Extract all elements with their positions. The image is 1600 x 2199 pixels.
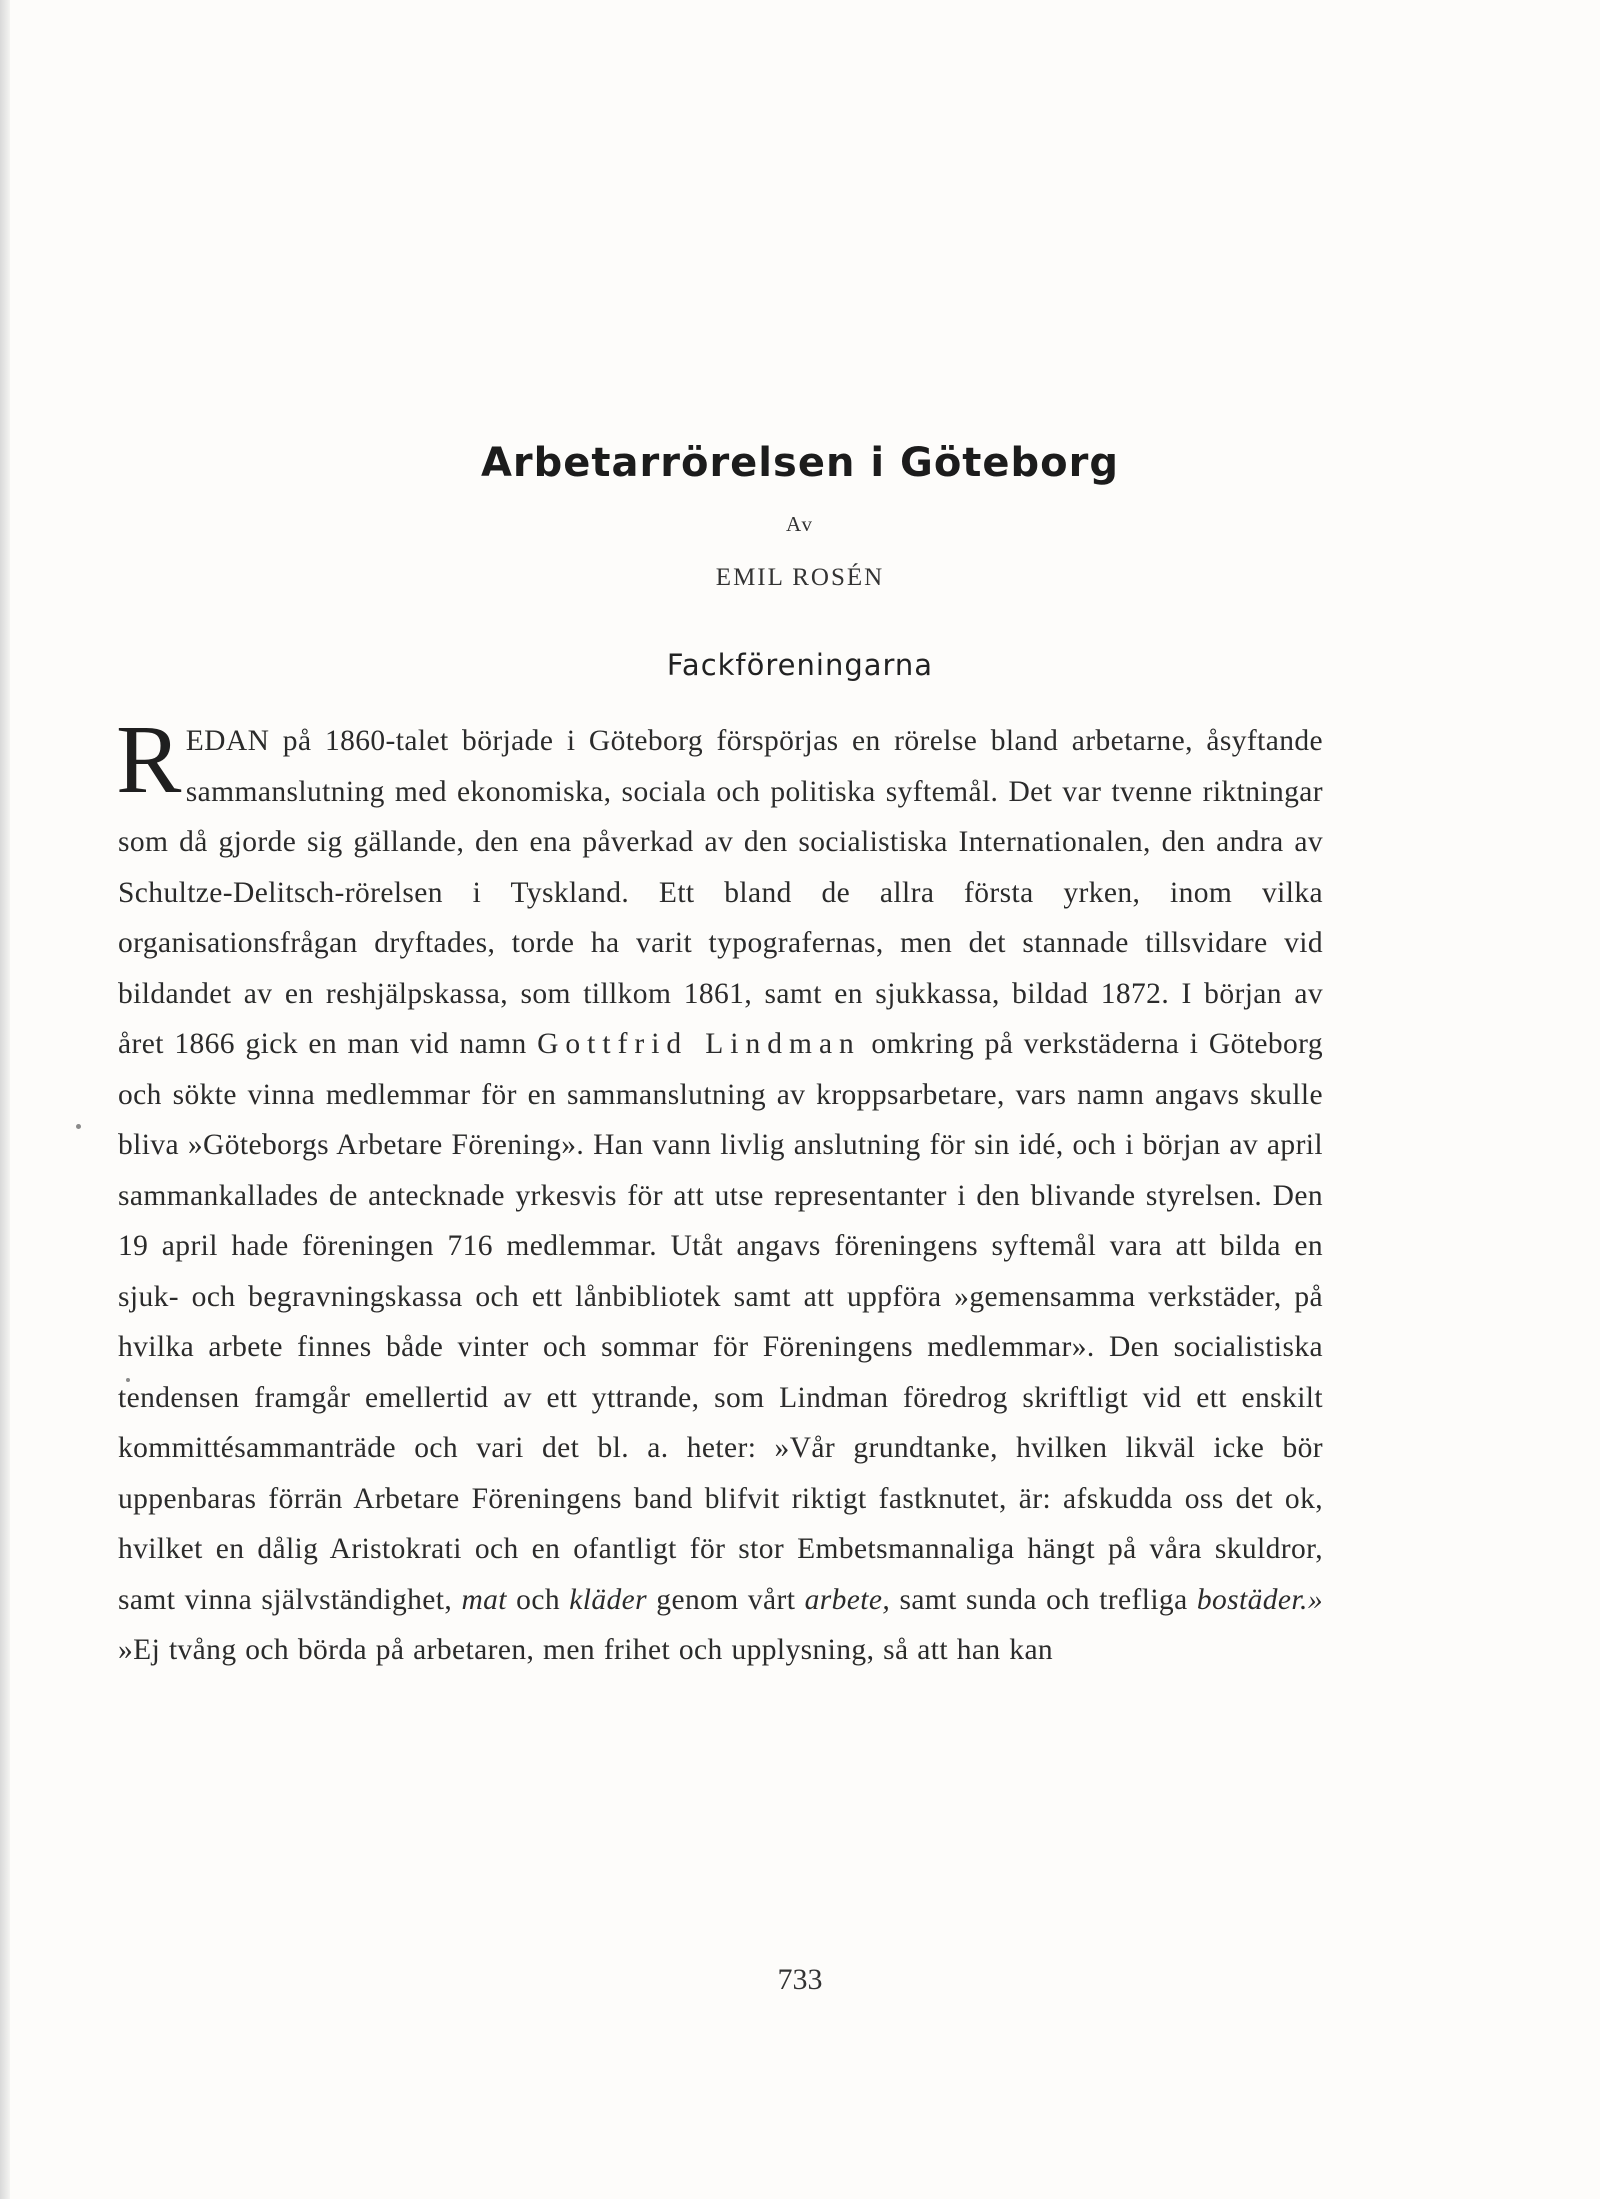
- section-heading: Fackföreningarna: [666, 648, 934, 682]
- drop-cap: R: [116, 706, 182, 814]
- body-text-part-3: »Ej tvång och börda på arbetaren, men frihet och upplysning, så att han kan: [118, 1634, 1054, 1666]
- italic-word-klader: kläder: [569, 1583, 648, 1616]
- italic-word-bostader: bostäder.»: [1196, 1583, 1323, 1616]
- spaced-name: Gottfrid Lindman: [537, 1028, 861, 1060]
- page-number: 733: [777, 1963, 823, 1996]
- scan-speck: [76, 1124, 81, 1129]
- body-words-samt: samt sunda och trefliga: [899, 1583, 1188, 1616]
- body-word-och: och: [516, 1583, 560, 1616]
- author-name: EMIL ROSÉN: [715, 564, 885, 591]
- body-text: [116, 706, 1324, 1676]
- body-text-part-1: EDAN på 1860-talet började i Göteborg förspörjas en rörelse bland arbetarne, åsyftande sammanslutning med ekonomiska, sociala och politiska syftemål. Det var tvenne riktningar som då gjorde sig gällande, den ena påverkad av den socialistiska Internationalen, den andra av Schultze-Delitsch-rörelsen i Tyskland. Ett bland de allra första yrken, inom vilka organisationsfrågan dryftades, torde ha varit typografernas, men det stannade tillsvidare vid bildandet av en reshjälpskassa, som tillkom 1861, samt en sjukkassa, bildad 1872. I början av året 1866 gick en man vid namn: [118, 725, 1323, 1060]
- italic-word-arbete: arbete,: [804, 1583, 891, 1616]
- article-title: Arbetarrörelsen i Göteborg: [480, 440, 1120, 486]
- byline: Av: [785, 512, 815, 536]
- body-text-part-2: omkring på verkstäderna i Göteborg och sökte vinna medlemmar för en sammanslutning av kroppsarbetare, vars namn angavs skulle bliva »Göteborgs Arbetare Förening». Han vann livlig anslutning för sin idé, och i början av april sammankallades de antecknade yrkesvis för att utse representanter i den blivande styrelsen. Den 19 april hade föreningen 716 medlemmar. Utåt angavs föreningens syftemål vara att bilda en sjuk- och begravningskassa och ett lånbibliotek samt att uppföra »gemensamma verkstäder, på hvilka arbete finnes både vinter och sommar för Föreningens medlemmar». Den socialistiska tendensen framgår emellertid av ett yttrande, som Lindman föredrog skriftligt vid ett enskilt kommittésammanträde och vari det bl. a. heter: »Vår grundtanke, hvilken likväl icke bör uppenbaras förrän Arbetare Föreningens band blifvit riktigt fastknutet, är: afskudda oss det ok, hvilket en dålig Aristokrati och en ofantligt för stor Embetsmannaliga hängt på våra skuldror, samt vinna självständighet,: [118, 1028, 1324, 1616]
- italic-word-mat: mat: [461, 1583, 507, 1616]
- body-words-genom: genom vårt: [656, 1583, 796, 1616]
- scan-speck: [126, 1378, 130, 1382]
